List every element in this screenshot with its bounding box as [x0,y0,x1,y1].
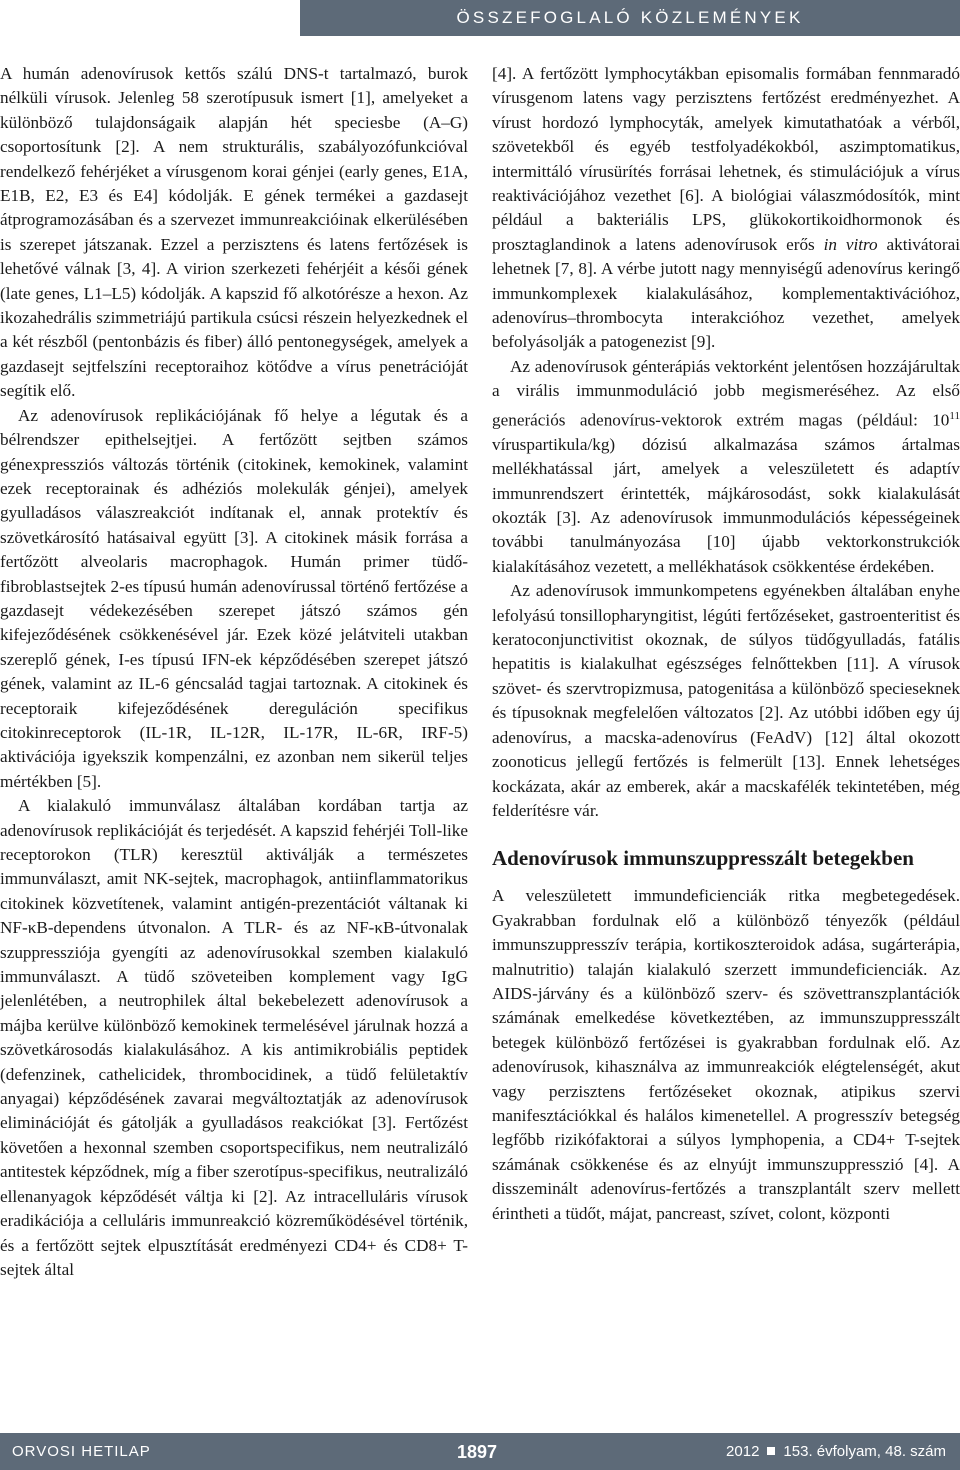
page-number: 1897 [457,1442,498,1462]
right-paragraph-2-part-b: víruspartikula/kg) dózisú alkalmazása számos ártalmas mellékhatással járt, amelyek a veleszületett és adaptív immunrendszert érintették, májkárosodást, sokk kialakulását okozták [3]. Az adenovírusok immunmodulációs képességeinek további tanulmányozása [10] újabb vektorkonstrukciók kialakításához vezetett, a mellékhatások csökkentése érdekében. [492,434,960,576]
in-vitro-italic: in vitro [823,234,878,254]
right-paragraph-4: A veleszületett immundeficienciák ritka megbetegedések. Gyakrabban fordulnak elő a különböző tényezők (például immunszuppresszív terápia, kortikoszteroidok adása, sugárterápia, malnutritio) talaján kialakuló szerzett immundeficienciák. Az AIDS-járvány és a különböző szerv- és szövettranszplantációk számának emelkedése következtében, az immunszuppresszált betegek különböző fertőzései is gyakrabban fordulnak elő. Az adenovírusok, kihasználva az immunreakciók elégtelenségét, akut vagy perzisztens fertőzéseket okoznak, atipikus szervi manifesztációkkal és halálos kimenetellel. A progresszív betegség legfőbb rizikófaktorai a súlyos lymphopenia, a CD4+ T-sejtek számának csökkenése és az elnyújt immunszuppresszió [4]. A disszeminált adenovírus-fertőzés a transzplantált szerv mellett érintheti a tüdőt, májat, pancreast, szívet, colont, központi [492,886,960,1223]
year: 2012 [726,1443,760,1460]
footer-bar [0,1433,960,1470]
exponent: 11 [949,409,960,422]
right-column [492,62,960,1226]
section-heading: Adenovírusok immunszuppresszált betegekben [492,846,914,871]
right-paragraph-1 [492,62,960,355]
right-paragraph-1-text: [4]. A fertőzött lymphocytákban episomalis formában fennmaradó vírusgenom latens vagy perzisztens fertőzést eredményezhet. A vírust hordozó lymphocyták, amelyek kimutathatóak a vérből, szövetekből és egyéb testfolyadékokból, aszimptomatikus, intermittáló vírusürítés forrásai lehetnek, és stimulációjuk a vírus reaktivációjához vezethet [6]. A biológiai válaszmódosítók, mint például a bakteriális LPS, glükokortikoidhormonok és prosztaglandinok a latens adenovírusok erős [492,64,960,254]
journal-name: ORVOSI HETILAP [12,1443,151,1460]
volume-issue: 153. évfolyam, 48. szám [783,1443,946,1460]
left-paragraph-1: A humán adenovírusok kettős szálú DNS-t tartalmazó, burok nélküli vírusok. Jelenleg 58 szerotípusuk ismert [1], amelyeket a különböző tulajdonságaik alapján hét speciesbe (A–G) csoportosítunk [2]. A nem strukturális, szabályozófunkcióval rendelkező fehérjéket a vírusgenom korai génjei (early genes, E1A, E1B, E2, E3 és E4] kódolják. E gének termékei a gazdasejt átprogramozásában és a szervezet immunreakcióinak elkerülésében is szerepet játszanak. Ezzel a perzisztens és latens fertőzések is lehetővé válnak [3, 4]. A virion szerkezeti fehérjéit a késői gének (late genes, L1–L5) kódolják. A kapszid fő alkotórésze a hexon. Az ikozahedrális szimmetriájú partikula csúcsi részein helyezkednek el a két részből (pentonbázis és fiber) álló pentonegységek, amelyek a gazdasejt sejtfelszíni receptoraihoz kötődve a vírus penetrációját segítik elő. [0,64,468,401]
issue-info [726,1443,946,1460]
left-paragraph-3: A kialakuló immunválasz általában kordában tartja az adenovírusok replikációját és terjedését. A kapszid fehérjéi Toll-like receptorokon (TLR) keresztül aktiválják a természetes immunválaszt, amit NK-sejtek, macrophagok, antiinflammatorikus citokinek közvetítenek, valamint antigén-prezentációt váltanak ki NF-κB-dependens útvonalon. A TLR- és az NF-κB-útvonalak szuppressziója gyengíti az adenovírusokkal szemben kialakuló immunválaszt. A tüdő szöveteiben komplement vagy IgG jelenlétében, a neutrophilek által bekebelezett adenovírusok a májba kerülve különböző kemokinek termelésével járulnak hozzá a szövetkárosodás kialakulásához. A kis antimikrobiális peptidek (defenzinek, cathelicidek, thrombocidinek, a tüdő felületaktív anyagai) képződésének zavarai megváltoztatják az adenovírusok eliminációját és gátolják a gyulladásos reakciókat [3]. Fertőzést követően a hexonnal szemben csoportspecifikus, nem neutralizáló antitestek képződnek, míg a fiber szerotípus-specifikus, neutralizáló ellenanyagok képződését váltja ki [2]. Az intracelluláris vírusok eradikációja a celluláris immunreakció közreműködésével történik, és a fertőzött sejtek elpusztítását eredményezi CD4+ és CD8+ T-sejtek által [0,796,468,1279]
left-column [0,62,468,1282]
right-paragraph-1-rest: aktivátorai lehetnek [7, 8]. A vérbe jutott nagy mennyiségű adenovírus keringő immunkomplexek kialakulásához, komplementaktivációhoz, adenovírus–thrombocyta interakcióhoz vezethet, amelyek befolyásolják a patogenezist [9]. [492,234,960,352]
section-header-bar [300,0,960,36]
right-paragraph-3: Az adenovírusok immunkompetens egyénekben általában enyhe lefolyású tonsillopharyngitist, légúti fertőzéseket, gastroenteritist és keratoconjunctivitist okoznak, de súlyos tüdőgyulladás, fatális hepatitis is kialakulhat egészséges felnőttekben [11]. A vírusok szövet- és szervtropizmusa, patogenitása a különböző specieseknek és típusoknak megfelelően változatos [2]. Az utóbbi időben egy új adenovírus, a macska-adenovírus (FeAdV) [12] által okozott zoonoticus jellegű fertőzés is felmerült [13]. Ennek lehetséges kockázata, akár az emberek, akár a macskafélék tekintetében, még felderítésre vár. [492,581,960,820]
right-paragraph-2 [492,355,960,579]
square-separator-icon [767,1447,775,1455]
section-title: ÖSSZEFOGLALÓ KÖZLEMÉNYEK [456,8,804,27]
left-paragraph-2: Az adenovírusok replikációjának fő helye a légutak és a bélrendszer epithelsejtjei. A fertőzött sejtben számos génexpressziós változás történik (citokinek, kemokinek, valamint ezek receptorainak és adhéziós molekulák génjei), amelyek gyulladásos válaszreakciót indítanak el, annak protektív és szövetkárosító hatásaival együtt [3]. A citokinek másik forrása a fertőzött alveolaris macrophagok. Humán primer tüdő-fibroblastsejtek 2-es típusú humán adenovírussal történő fertőzése a gazdasejt védekezésében szerepet játszó számos gén kifejeződésének csökkenésével jár. Ezek közé jelátviteli utakban szereplő gének, I-es típusú IFN-ek képződésében szerepet játszó gének, valamint az IL-6 géncsalád tagjai tartoznak. A citokinek és receptoraik kifejeződésének dereguláción specifikus citokinreceptorok (IL-1R, IL-12R, IL-17R, IL-6R, IRF-5) aktivációja igyekszik kompenzálni, ez azonban nem sikerül teljes mértékben [5]. [0,405,468,791]
right-paragraph-2-part-a: Az adenovírusok génterápiás vektorként jelentősen hozzájárultak a virális immunmoduláció jobb megismeréséhez. Az első generációs adenovírus-vektorok extrém magas (például: 10 [492,356,960,430]
